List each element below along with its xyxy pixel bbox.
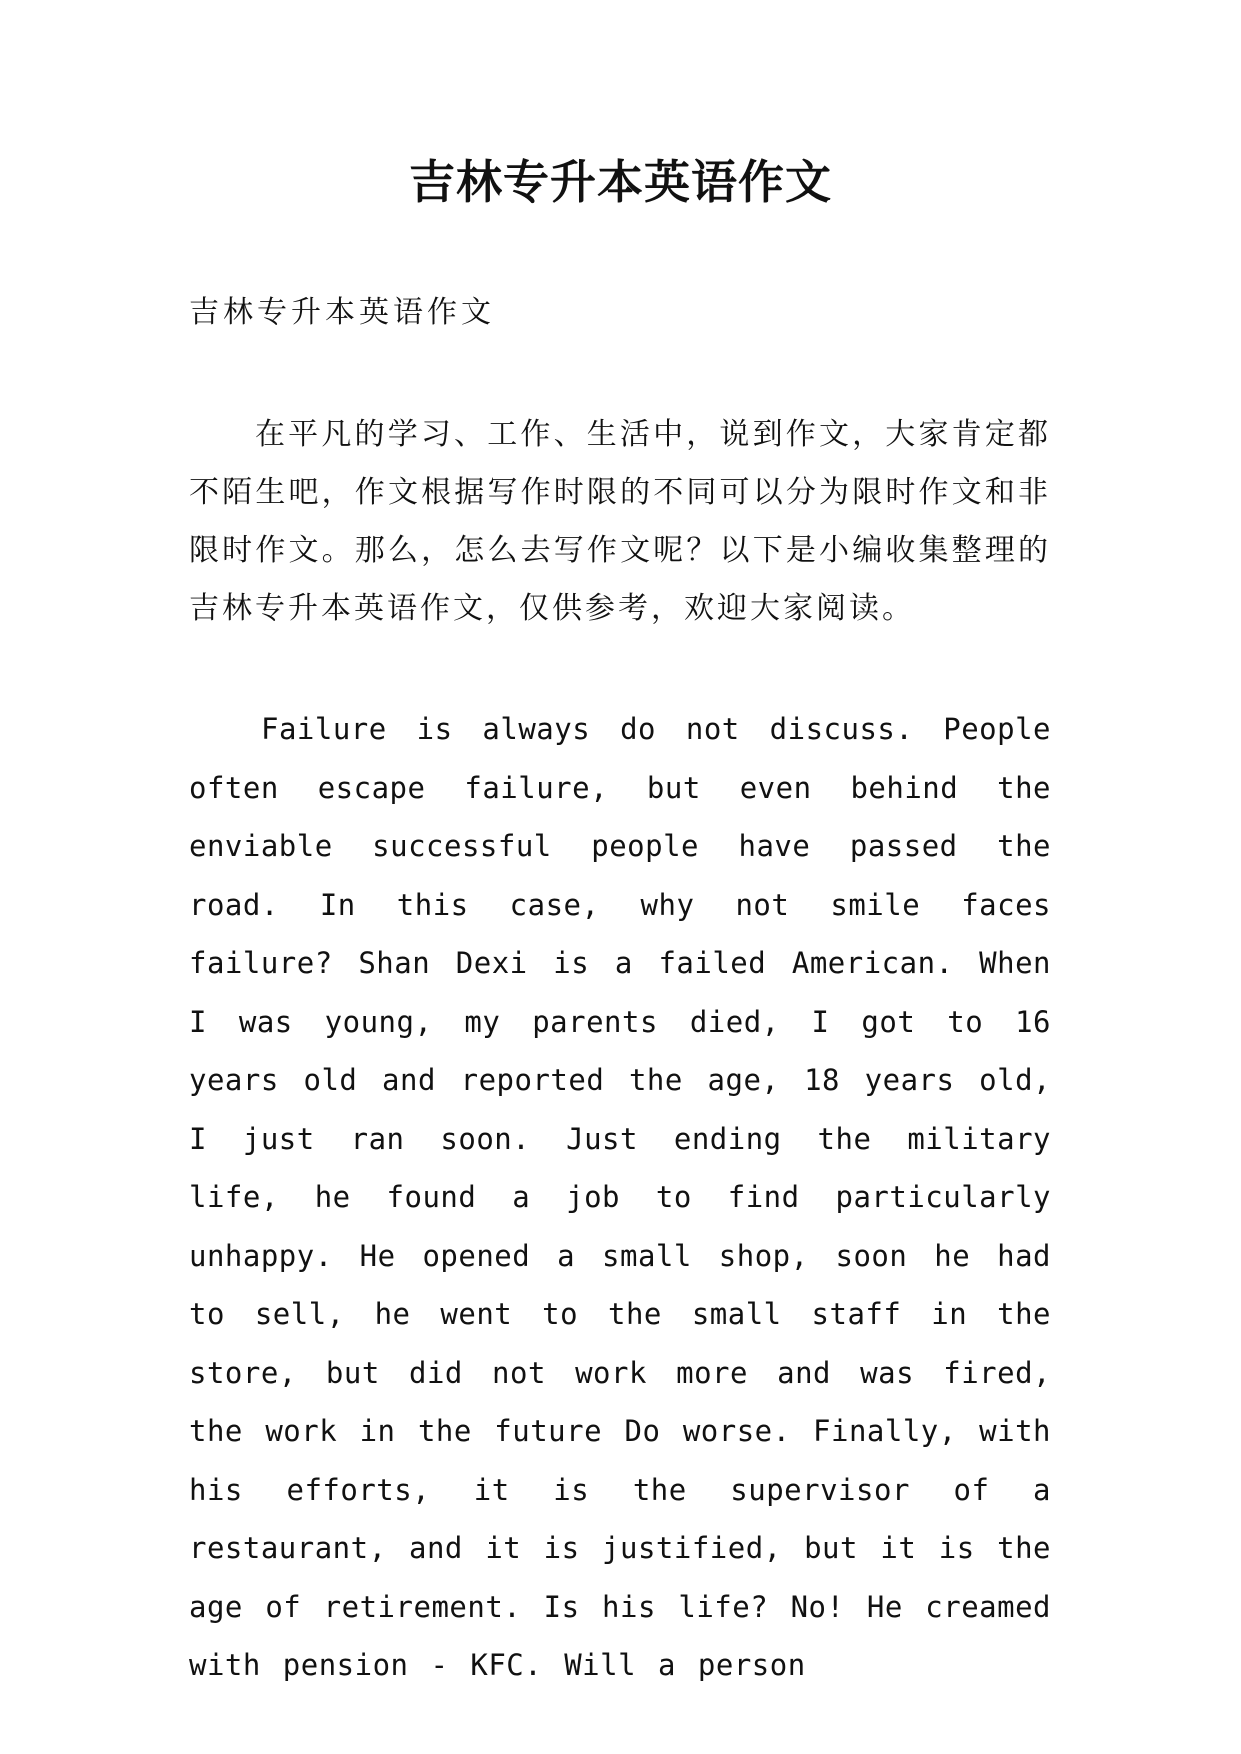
intro-paragraph: 在平凡的学习、工作、生活中，说到作文，大家肯定都不陌生吧，作文根据写作时限的不同可以分为限时作文和非限时作文。那么，怎么去写作文呢？以下是小编收集整理的吉林专升本英语作文，仅供参考，欢迎大家阅读。 xyxy=(189,417,1051,626)
document-subtitle: 吉林专升本英语作文 xyxy=(189,295,495,330)
document-title: 吉林专升本英语作文 xyxy=(409,155,832,209)
essay-paragraph: Failure is always do not discuss. People often escape failure, but even behind the enviable successful people have passed the road. In this case, why not smile faces failure? Shan Dexi is a failed American. When I was young, my parents died, I got to 16 years old and reported the age, 18 years old, I just ran soon. Just ending the military life, he found a job to find particularly unhappy. He opened a small shop, soon he had to sell, he went to the small staff in the store, but did not work more and was fired, the work in the future Do worse. Finally, with his efforts, it is the supervisor of a restaurant, and it is justified, but it is the age of retirement. Is his life? No! He creamed with pension - KFC. Will a person xyxy=(189,712,1051,1682)
